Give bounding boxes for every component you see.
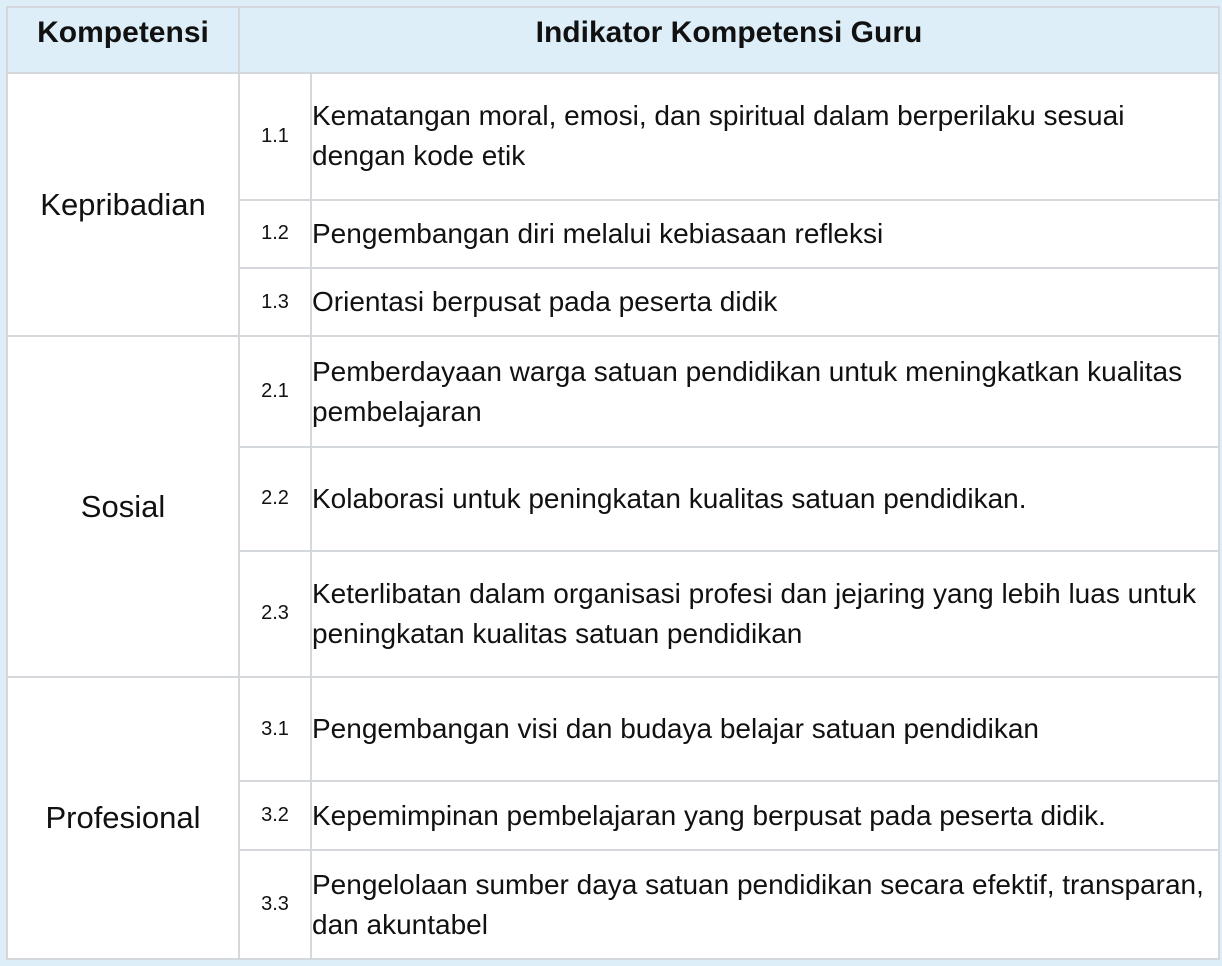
indicator-number: 1.2 (239, 200, 311, 268)
indicator-text: Pengembangan visi dan budaya belajar satuan pendidikan (311, 677, 1219, 781)
indicator-text: Keterlibatan dalam organisasi profesi dan jejaring yang lebih luas untuk peningkatan kualitas satuan pendidikan (311, 551, 1219, 678)
competency-table (6, 6, 1220, 960)
indicator-text: Pengelolaan sumber daya satuan pendidikan secara efektif, transparan, dan akuntabel (311, 850, 1219, 959)
indicator-number: 1.1 (239, 73, 311, 200)
indicator-number: 1.3 (239, 268, 311, 336)
indicator-number: 3.3 (239, 850, 311, 959)
indicator-text: Kepemimpinan pembelajaran yang berpusat pada peserta didik. (311, 781, 1219, 850)
indicator-text: Pengembangan diri melalui kebiasaan refleksi (311, 200, 1219, 268)
table-row (7, 336, 1219, 447)
group-sosial: Sosial (7, 336, 239, 677)
header-indicator: Indikator Kompetensi Guru (239, 7, 1219, 73)
indicator-number: 2.1 (239, 336, 311, 447)
indicator-text: Orientasi berpusat pada peserta didik (311, 268, 1219, 336)
indicator-number: 3.2 (239, 781, 311, 850)
table-row (7, 73, 1219, 200)
indicator-number: 3.1 (239, 677, 311, 781)
indicator-text: Kolaborasi untuk peningkatan kualitas satuan pendidikan. (311, 447, 1219, 551)
indicator-text: Pemberdayaan warga satuan pendidikan untuk meningkatkan kualitas pembelajaran (311, 336, 1219, 447)
header-competency: Kompetensi (7, 7, 239, 73)
group-kepribadian: Kepribadian (7, 73, 239, 336)
table-row (7, 677, 1219, 781)
indicator-number: 2.2 (239, 447, 311, 551)
group-profesional: Profesional (7, 677, 239, 959)
header-row (7, 7, 1219, 73)
indicator-number: 2.3 (239, 551, 311, 678)
indicator-text: Kematangan moral, emosi, dan spiritual dalam berperilaku sesuai dengan kode etik (311, 73, 1219, 200)
